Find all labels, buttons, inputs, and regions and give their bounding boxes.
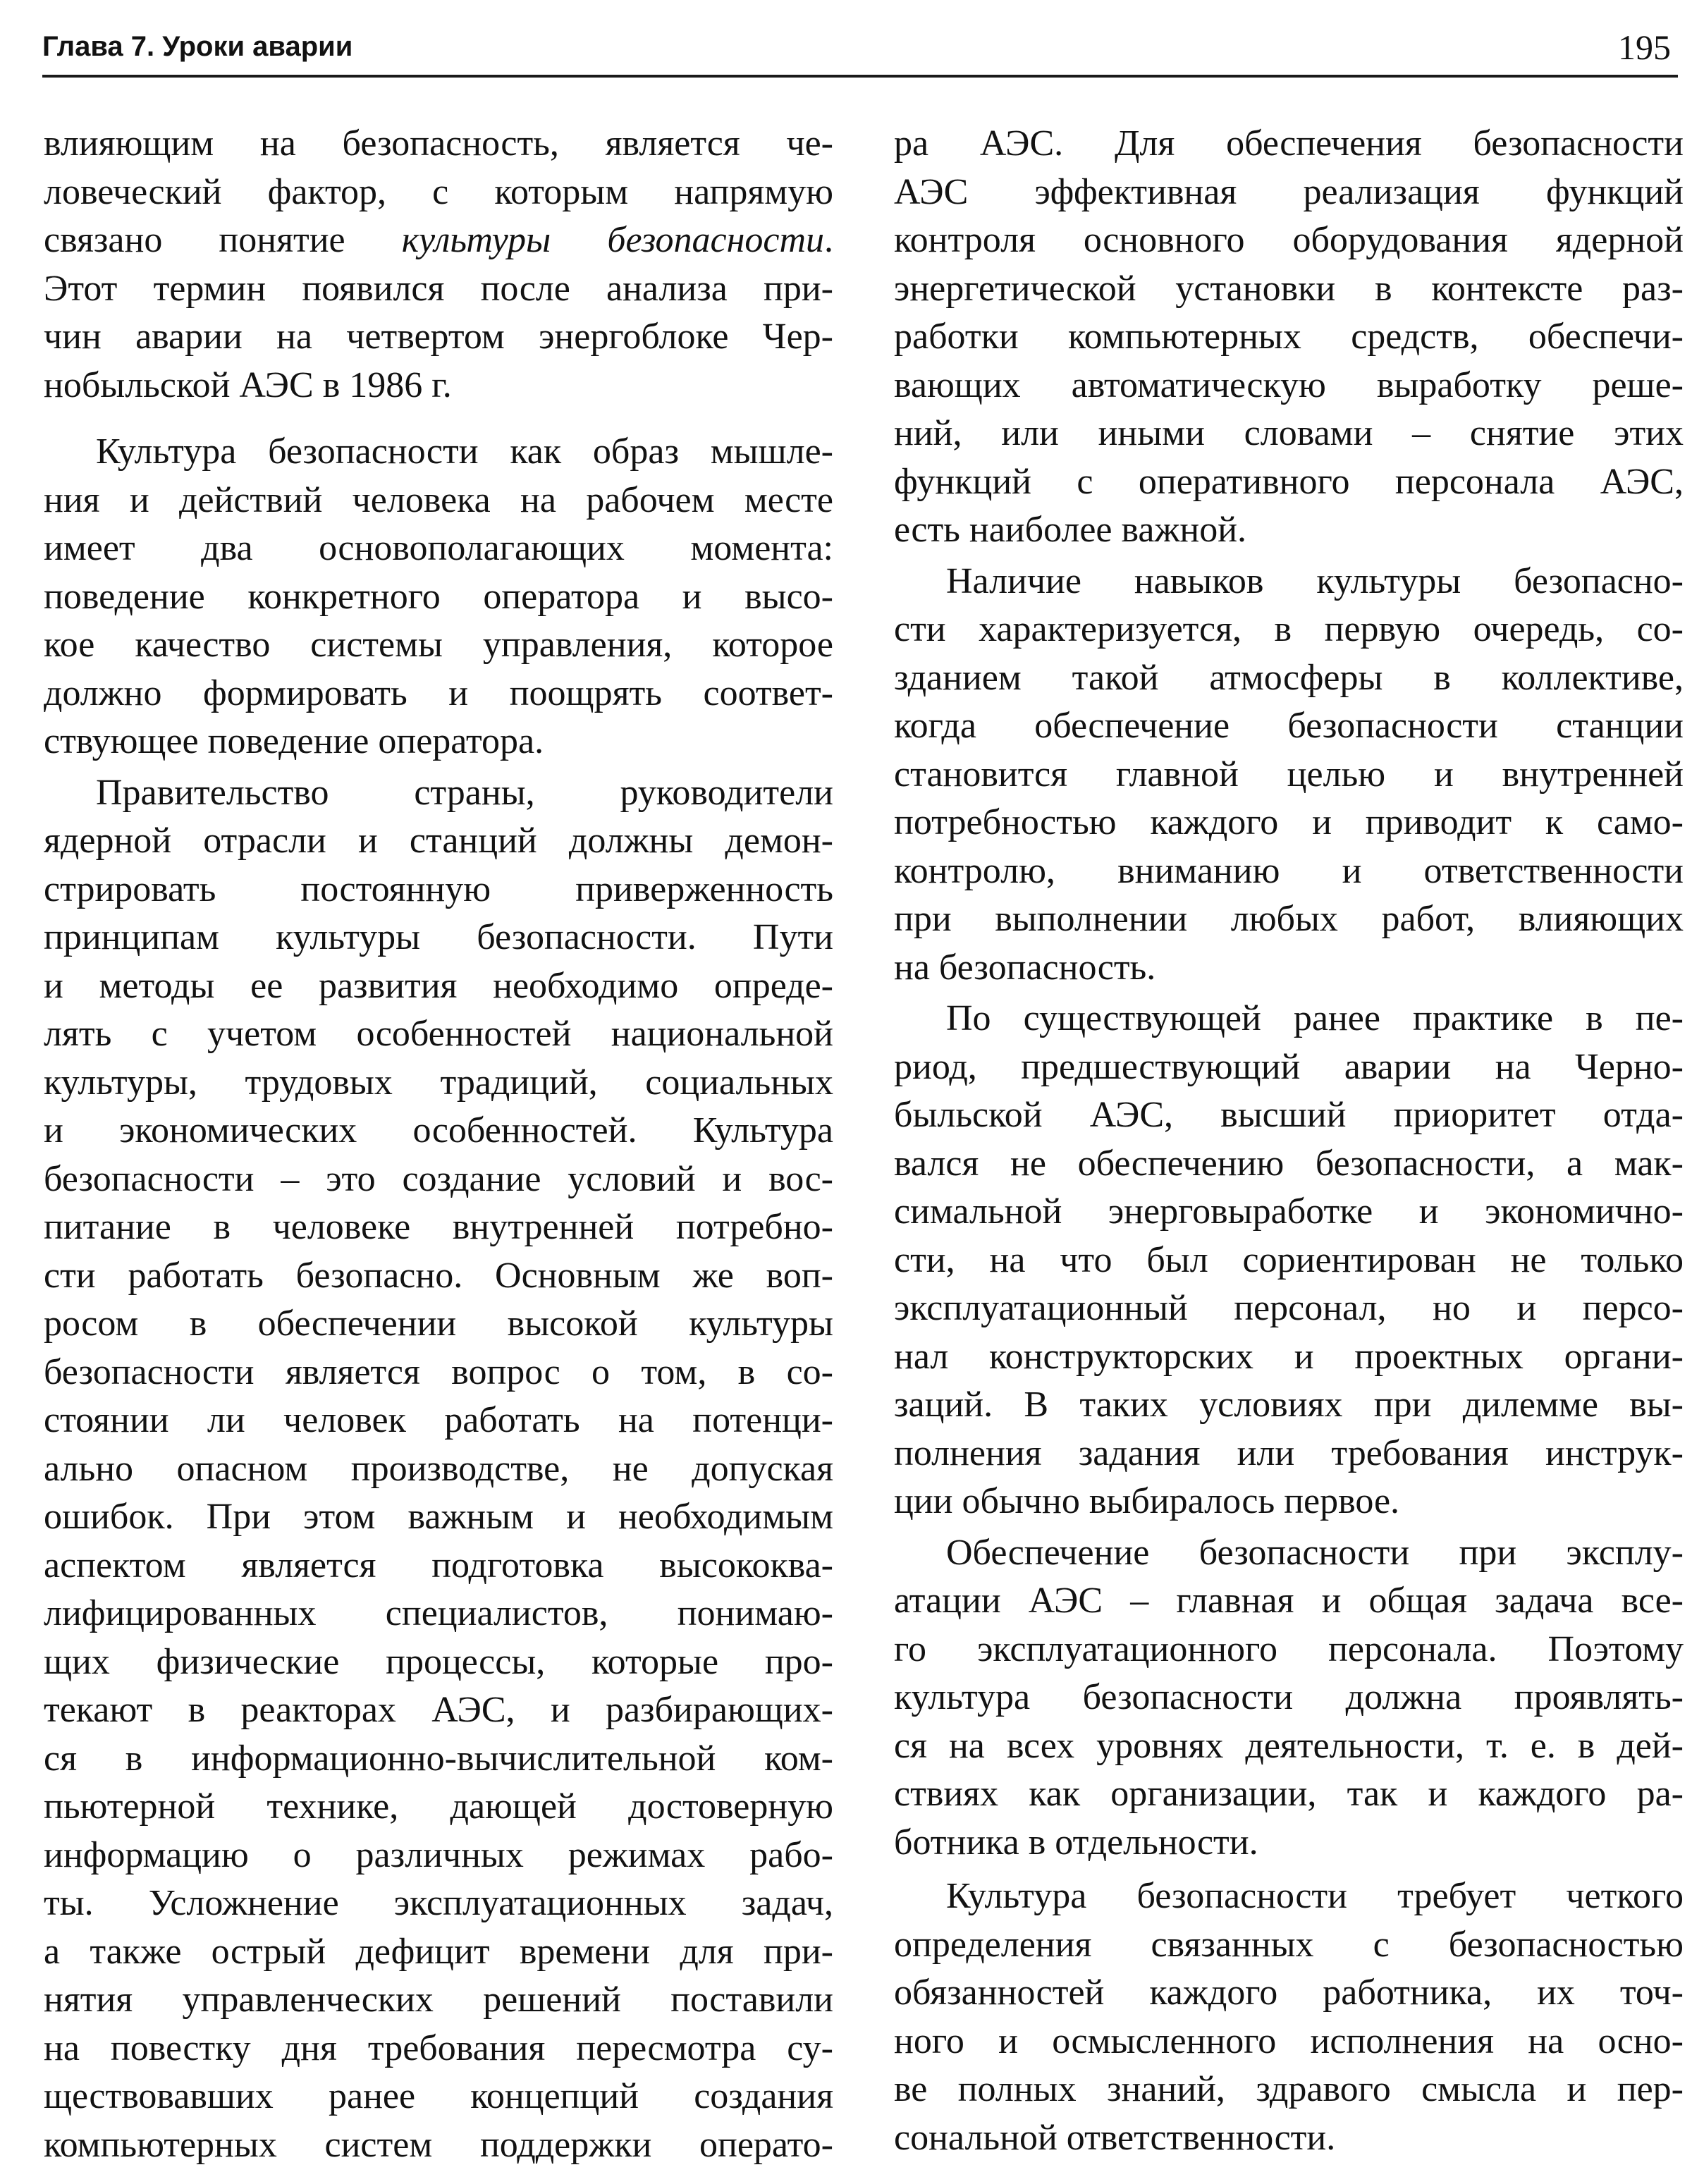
text-line: лять с учетом особенностей национальной [44, 1014, 833, 1054]
text-line: ловеческий фактор, с которым напрямую [44, 171, 833, 212]
text-line: ществовавших ранее концепций создания [44, 2076, 833, 2116]
text-line: становится главной целью и внутренней [894, 754, 1684, 795]
text-line: нятия управленческих решений поставили [44, 1980, 833, 2020]
text-line: сти, на что был сориентирован не только [894, 1239, 1684, 1280]
text-line: на безопасность. [894, 947, 1156, 988]
text-segment: связано понятие [44, 220, 402, 260]
text-line: сти характеризуется, в первую очередь, со- [894, 609, 1684, 649]
text-line: принципам культуры безопасности. Пути [44, 917, 833, 957]
text-line: ния и действий человека на рабочем месте [44, 479, 833, 520]
text-line: Наличие навыков культуры безопасно- [946, 560, 1684, 601]
text-line: стоянии ли человек работать на потенци- [44, 1400, 833, 1440]
text-line: ствиях как организации, так и каждого ра- [894, 1774, 1684, 1814]
text-line: Правительство страны, руководители [96, 772, 833, 813]
text-line: сти работать безопасно. Основным же воп- [44, 1255, 833, 1296]
paragraph [894, 558, 1684, 993]
text-line: и экономических особенностей. Культура [44, 1110, 833, 1151]
text-line: компьютерных систем поддержки операто- [44, 2124, 833, 2165]
text-line: атации АЭС – главная и общая задача все- [894, 1581, 1684, 1621]
text-line: симальной энерговыработке и экономично- [894, 1191, 1684, 1232]
text-line: ошибок. При этом важным и необходимым [44, 1497, 833, 1537]
text-line: нобыльской АЭС в 1986 г. [44, 364, 452, 405]
paragraph [44, 120, 833, 410]
text-line: чин аварии на четвертом энергоблоке Чер- [44, 317, 833, 357]
text-line: ся в информационно-вычислительной ком- [44, 1738, 833, 1779]
text-line: вался не обеспечению безопасности, а мак- [894, 1143, 1684, 1184]
text-line: ствующее поведение оператора. [44, 721, 544, 761]
text-line: влияющим на безопасность, является че- [44, 123, 833, 164]
left-column [44, 117, 833, 2169]
text-line: обязанностей каждого работника, их точ- [894, 1973, 1684, 2013]
text-line: росом в обеспечении высокой культуры [44, 1303, 833, 1344]
text-line: культуры, трудовых традиций, социальных [44, 1062, 833, 1103]
text-line: вающих автоматическую выработку реше- [894, 364, 1684, 405]
emphasized-term: культуры безопасности [401, 220, 824, 260]
text-line: риод, предшествующий аварии на Черно- [894, 1046, 1684, 1087]
text-line: а также острый дефицит времени для при- [44, 1931, 833, 1972]
text-line: го эксплуатационного персонала. Поэтому [894, 1628, 1684, 1669]
header-rule [42, 75, 1678, 78]
text-line: ного и осмысленного исполнения на осно- [894, 2020, 1684, 2061]
text-line: должно формировать и поощрять соответ- [44, 673, 833, 713]
text-line: Культура безопасности требует четкого [946, 1876, 1684, 1916]
text-line: безопасности является вопрос о том, в со- [44, 1351, 833, 1392]
text-line: есть наиболее важной. [894, 510, 1247, 550]
text-line: По существующей ранее практике в пе- [946, 998, 1684, 1038]
text-line: АЭС эффективная реализация функций [894, 171, 1684, 212]
paragraph [894, 995, 1684, 1526]
text-line: информацию о различных режимах рабо- [44, 1834, 833, 1875]
text-line: и методы ее развития необходимо опреде- [44, 965, 833, 1006]
paragraph [894, 1872, 1684, 2162]
right-column [894, 117, 1684, 2162]
text-line: лифицированных специалистов, понимаю- [44, 1593, 833, 1633]
text-line: Этот термин появился после анализа при- [44, 268, 833, 309]
text-line: Культура безопасности как образ мышле- [96, 431, 833, 472]
text-line: кое качество системы управления, которое [44, 625, 833, 665]
page-number: 195 [1618, 27, 1671, 67]
text-line: функций с оперативного персонала АЭС, [894, 461, 1684, 502]
text-line: аспектом является подготовка высококва- [44, 1545, 833, 1585]
text-line: ты. Усложнение эксплуатационных задач, [44, 1883, 833, 1923]
text-line: на повестку дня требования пересмотра су- [44, 2027, 833, 2068]
text-line: определения связанных с безопасностью [894, 1924, 1684, 1965]
text-line: ции обычно выбиралось первое. [894, 1481, 1400, 1521]
text-line: ний, или иными словами – снятие этих [894, 413, 1684, 453]
text-line: ве полных знаний, здравого смысла и пер- [894, 2069, 1684, 2109]
text-line: контролю, вниманию и ответственности [894, 850, 1684, 891]
chapter-title: Глава 7. Уроки аварии [42, 31, 353, 62]
text-line: стрировать постоянную приверженность [44, 869, 833, 909]
text-segment: . [824, 220, 833, 260]
text-line: ально опасном производстве, не допуская [44, 1448, 833, 1489]
text-line: быльской АЭС, высший приоритет отда- [894, 1095, 1684, 1135]
text-line: безопасности – это создание условий и вос- [44, 1158, 833, 1199]
text-line: энергетической установки в контексте раз- [894, 268, 1684, 309]
text-line: ся на всех уровнях деятельности, т. е. в дей- [894, 1725, 1684, 1766]
text-line: текают в реакторах АЭС, и разбирающих- [44, 1690, 833, 1730]
text-line: пьютерной технике, дающей достоверную [44, 1786, 833, 1827]
text-line [44, 216, 833, 265]
paragraph [44, 769, 833, 2170]
text-line: культура безопасности должна проявлять- [894, 1677, 1684, 1717]
text-line: работки компьютерных средств, обеспечи- [894, 317, 1684, 357]
text-line: полнения задания или требования инструк- [894, 1433, 1684, 1473]
text-line: имеет два основополагающих момента: [44, 528, 833, 568]
text-line: сональной ответственности. [894, 2117, 1336, 2158]
text-line: заций. В таких условиях при дилемме вы- [894, 1385, 1684, 1425]
paragraph [894, 1529, 1684, 1867]
text-line: контроля основного оборудования ядерной [894, 220, 1684, 260]
paragraph [44, 428, 833, 766]
paragraph [894, 120, 1684, 555]
text-line: ра АЭС. Для обеспечения безопасности [894, 123, 1684, 164]
text-line: когда обеспечение безопасности станции [894, 706, 1684, 746]
text-line: эксплуатационный персонал, но и персо- [894, 1288, 1684, 1328]
text-line: поведение конкретного оператора и высо- [44, 576, 833, 617]
text-line: потребностью каждого и приводит к само- [894, 802, 1684, 842]
text-line: ботника в отдельности. [894, 1822, 1258, 1863]
text-line: зданием такой атмосферы в коллективе, [894, 657, 1684, 698]
text-line: нал конструкторских и проектных органи- [894, 1336, 1684, 1377]
text-line: щих физические процессы, которые про- [44, 1641, 833, 1682]
text-line: Обеспечение безопасности при эксплу- [946, 1532, 1684, 1573]
text-line: при выполнении любых работ, влияющих [894, 899, 1684, 939]
text-line: питание в человеке внутренней потребно- [44, 1207, 833, 1247]
text-line: ядерной отрасли и станций должны демон- [44, 821, 833, 861]
